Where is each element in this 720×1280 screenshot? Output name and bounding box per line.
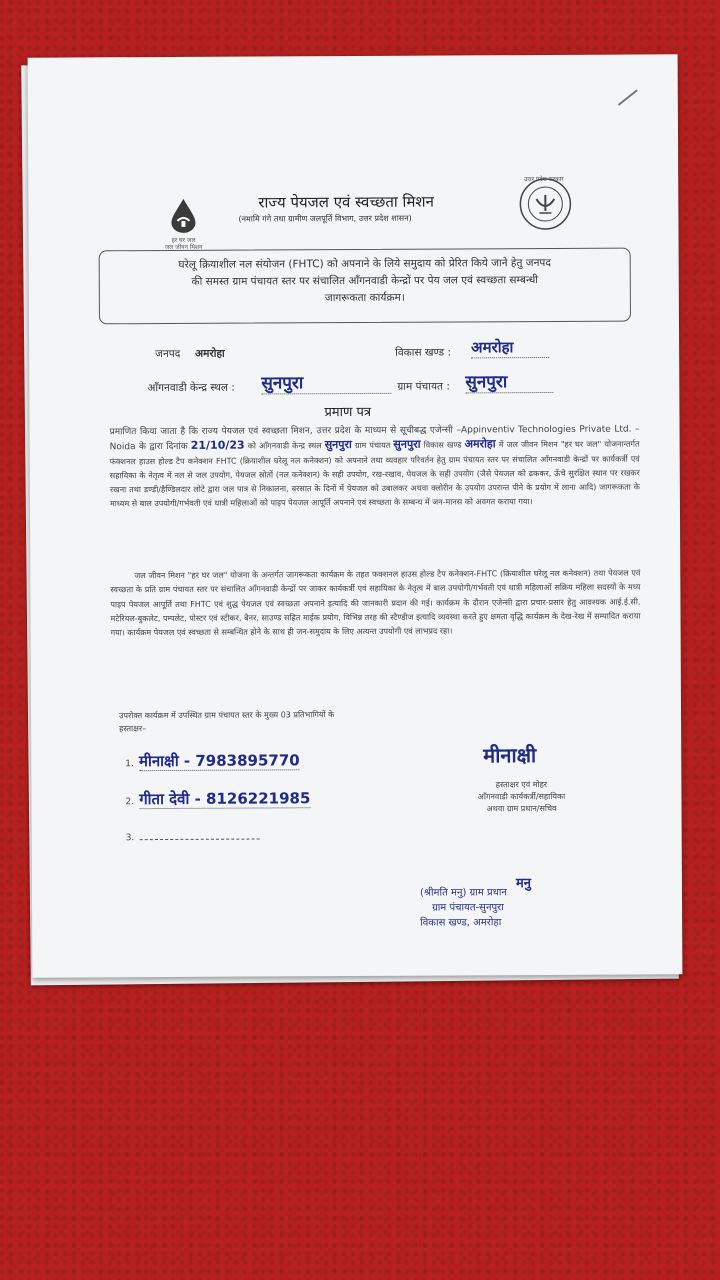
participants-intro-line-1: उपरोक्त कार्यक्रम में उपस्थित ग्राम पंचायत स्तर के मुख्य 03 प्रतिभागियों के bbox=[119, 710, 335, 721]
center-label: आँगनवाडी केन्द्र स्थल : bbox=[147, 381, 235, 395]
seal-text: उत्तर प्रदेश सरकार bbox=[524, 175, 564, 184]
participant-1 bbox=[125, 750, 365, 771]
certificate-paragraph-2: जल जीवन मिशन "हर घर जल" योजना के अन्तर्गत जागरूकता कार्यक्रम के तहत फक्शनल हाउस होल्ड टैप कनेक्शन-FHTC (क्रियाशील घरेलू नल कनेक्शन) तथा पेयजल एवं स्वच्छता के प्रति ग्राम पंचायत स्तर पर संचालित आँगनवाडी केन्द्रों पर जाकर कार्यकर्त्री एवं सहायिका के नेतृत्व में बाल उपयोगी/गर्भवती एवं धात्री महिलाओं सक्रिय महिला सदस्यों के मध्य पाइप पेयजल आपूर्ति तथा FHTC एवं शुद्ध पेयजल एवं स्वच्छता अपनाने इत्यादि की जानकारी प्रदान की गई। कार्यक्रम के दौरान एजेन्सी द्वारा प्रचार-प्रसार हेतु आवश्यक आई.ई.सी. मटेरियल-बुकलेट, पम्पलेट, पोस्टर एवं स्टीकर, बैनर, साउण्ड सहित माईक प्रयोग, विभिन्न तरह की स्टैण्डीज इत्यादि व्यवस्था करते हुए क्षमता वृद्धि कार्यक्रम के देख-रेख में सम्पादित कराया गया। कार्यक्रम पेयजल एवं स्वच्छता से सम्बन्धित होने के साथ ही जन-समुदाय के लिए अत्यन्त उपयोगी एवं लाभप्रद रहा। bbox=[110, 568, 641, 638]
certificate-sheet bbox=[28, 54, 683, 977]
participant-3-number: 3. bbox=[125, 833, 135, 844]
signature-caption bbox=[431, 779, 611, 816]
box-line-1: घरेलू क्रियाशील नल संयोजन (FHTC) को अपनाने के लिये समुदाय को प्रेरित किये जाने हेतु जनपद bbox=[178, 256, 551, 271]
center-value: सुनपुरा bbox=[261, 370, 391, 395]
program-block: अमरोहा bbox=[464, 437, 496, 451]
water-drop-icon bbox=[168, 197, 198, 233]
pradhan-stamp bbox=[420, 885, 507, 930]
page-subtitle: (नमामि गंगे तथा ग्रामीण जलपूर्ति विभाग, उत्तर प्रदेश शासन) bbox=[238, 213, 412, 224]
pradhan-signature: मनु bbox=[515, 876, 531, 892]
jal-jeevan-logo bbox=[158, 197, 208, 251]
program-description-box bbox=[99, 248, 631, 325]
seal-icon bbox=[518, 177, 572, 231]
up-government-seal bbox=[518, 177, 572, 231]
para1-part-c: को आँगनवाडी केन्द्र स्थल bbox=[247, 441, 322, 451]
para1-part-d: ग्राम पंचायत bbox=[354, 441, 391, 451]
program-date: 21/10/23 bbox=[190, 438, 245, 453]
block-label: विकास खण्ड : bbox=[395, 346, 452, 359]
signature-caption-line-3: अथवा ग्राम प्रधान/सचिव bbox=[486, 803, 557, 814]
stamp-line-3: विकास खण्ड, अमरोहा bbox=[420, 917, 502, 929]
participant-2 bbox=[125, 788, 365, 809]
box-line-2: की समस्त ग्राम पंचायत स्तर पर संचालित आँगनवाडी केन्द्रों पर पेय जल एवं स्वच्छता सम्बन्धी bbox=[191, 274, 539, 288]
para1-part-a: प्रमाणित किया जाता है कि राज्य पेयजल एवं स्वच्छता मिशन, उत्तर प्रदेश के माध्यम से सूचीबद्ध एजेन्सी –Appinventiv bbox=[109, 425, 515, 438]
certificate-paragraph-1 bbox=[110, 423, 640, 513]
participant-1-signature: मीनाक्षी - 7983895770 bbox=[138, 751, 300, 771]
anganwadi-signature: मीनाक्षी bbox=[483, 743, 537, 768]
logo-caption: हर घर जल जल जीवन मिशन bbox=[164, 236, 203, 251]
participant-2-number: 2. bbox=[125, 797, 135, 808]
participant-3-blank bbox=[139, 839, 259, 841]
box-line-3: जागरूकता कार्यक्रम। bbox=[324, 291, 405, 305]
block-value: अमरोहा bbox=[471, 337, 549, 358]
certificate-heading: प्रमाण पत्र bbox=[324, 404, 372, 421]
district-label: जनपद bbox=[155, 347, 181, 361]
stamp-line-2: ग्राम पंचायत-सुनपुरा bbox=[432, 902, 504, 914]
panchayat-label: ग्राम पंचायत : bbox=[397, 380, 450, 393]
para1-part-f: में जल जीवन मिशन "हर घर जल" योजनान्तर्गत फंक्शनल हाउस होल्ड टैप कनेक्शन FHTC (क्रियाशील घरेलू नल कनेक्शन) को अपनाने तथा व्यवहार परिवर्तन हेतु ग्राम पंचायत स्तर पर संचालित आँगनवाडी केन्द्रों पर कार्यकर्त्री एवं सहायिका के नेतृत्व में नल से जल उपयोग, पेयजल स्रोतों (नल कनेक्शन) के सही उपयोग, रख-रखाव, पेयजल के सही उपयोग (जैसे पेयजल को ढककर, ऊँचे सुरक्षित स्थान पर रखकर रखना तथा डण्डी/हैण्डिलदार लोटे द्वारा जल पात्र से निकालना, बरसात के दिनों में पेयजल को उबालकर अथवा क्लोरीन के उपयोग उपरान्त पीने के प्रयोग में लाना आदि) जागरूकता के माध्यम से बाल उपयोगी/गर्भवती एवं धात्री महिलाओं को पाइप पेयजल आपूर्ति अपनाने एवं स्वच्छता के सम्बन्ध में जन-मानस को अवगत कराया गया। bbox=[109, 439, 640, 509]
signature-caption-line-2: आँगनवाडी कार्यकर्त्री/सहायिका bbox=[477, 791, 566, 802]
participant-3 bbox=[126, 824, 276, 844]
district-value: अमरोहा bbox=[195, 347, 225, 360]
participants-intro-line-2: हस्ताक्षर– bbox=[119, 724, 147, 734]
program-panchayat: सुनपुरा bbox=[393, 437, 421, 452]
pencil-mark bbox=[618, 89, 638, 105]
participants-intro bbox=[119, 708, 334, 735]
para1-part-e: विकास खण्ड bbox=[423, 440, 462, 450]
panchayat-value: सुनपुरा bbox=[465, 369, 553, 393]
para1-part-b: Technologies Private Ltd. – Noida के द्वारा दिनांक bbox=[109, 424, 640, 453]
participant-2-signature: गीता देवी - 8126221985 bbox=[139, 789, 311, 809]
signature-caption-line-1: हस्ताक्षर एवं मोहर bbox=[495, 779, 548, 790]
program-place: सुनपुरा bbox=[324, 438, 352, 452]
participant-1-number: 1. bbox=[125, 759, 134, 770]
stamp-line-1: (श्रीमति मनु) ग्राम प्रधान bbox=[419, 887, 508, 899]
page-title: राज्य पेयजल एवं स्वच्छता मिशन bbox=[258, 192, 434, 212]
